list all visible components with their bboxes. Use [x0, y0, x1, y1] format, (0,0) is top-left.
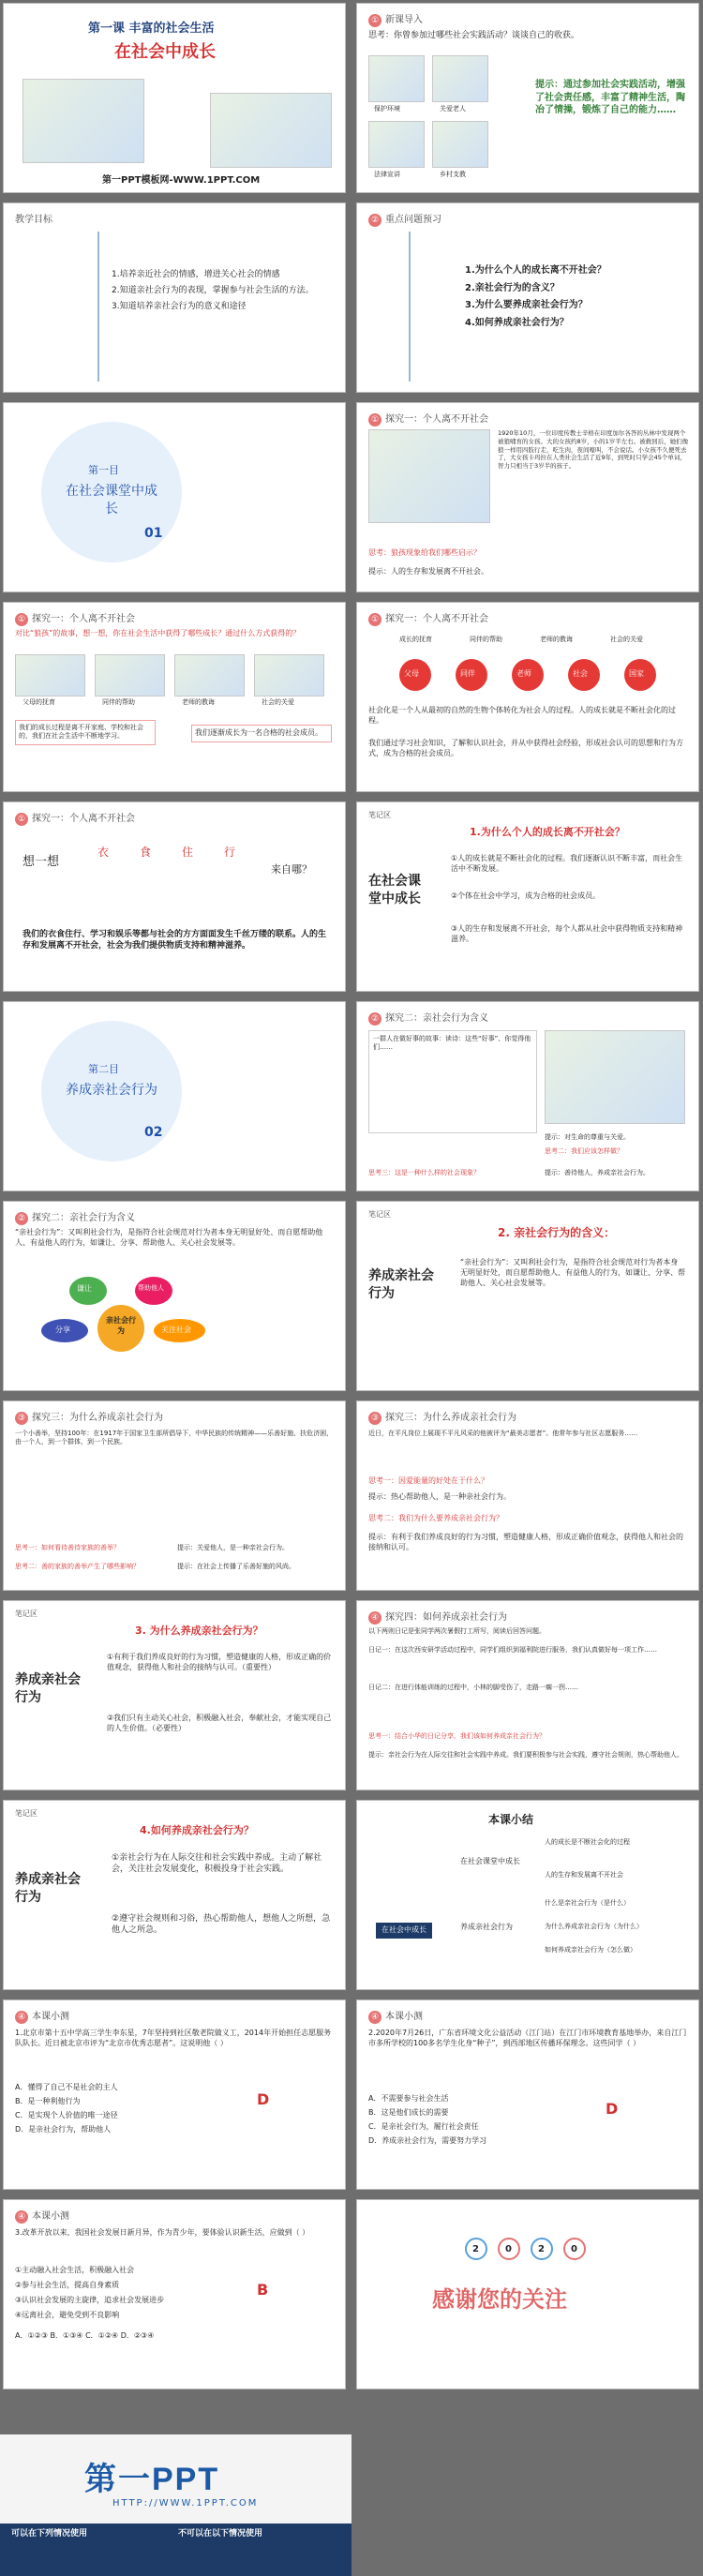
definition-text: “亲社会行为”：又叫利社会行为，是指符合社会规范对行为者本身无明显好处、而自愿帮助他人、有益他人的行为，如谦让、分享、帮助他人、关心社会发展等。: [15, 1228, 323, 1247]
quiz-option[interactable]: ④远离社会，避免受到不良影响: [15, 2311, 120, 2319]
note-answer: ②遵守社会规则和习俗，热心帮助他人，想他人之所想，急他人之所急。: [112, 1914, 331, 1936]
side-title: 养成亲社会行为: [15, 1672, 81, 1705]
question-text: 思考二：我们应该怎样做？: [545, 1147, 623, 1155]
socialization-text: 社会化是一个人从最初的自然的生物个体转化为社会人的过程。人的成长就是不断社会化的过程。: [368, 706, 676, 725]
list-item: 3.为什么要养成亲社会行为？: [465, 300, 588, 310]
slide-header: ① 探究一：个人离不开社会: [15, 810, 135, 826]
quiz-option[interactable]: ②参与社会生活，提高自身素质: [15, 2281, 120, 2289]
note-answer: ③人的生存和发展离不开社会，每个人都从社会中获得物质支持和精神滋养。: [451, 924, 683, 943]
quiz-option[interactable]: C．是实现个人价值的唯一途径: [15, 2111, 118, 2119]
photo-label: 老师的教诲: [182, 698, 215, 706]
quiz-option[interactable]: ①主动融入社会生活，积极融入社会: [15, 2266, 135, 2274]
tip-text: 提示：关爱他人，是一种亲社会行为。: [177, 1544, 289, 1551]
note-answer: ②我们只有主动关心社会，积极融入社会，奉献社会，才能实现自己的人生价值。（必要性）: [107, 1714, 332, 1732]
digit: 0: [571, 2244, 577, 2254]
slide-header: 笔记区: [15, 1610, 37, 1618]
bullet-icon: ①: [15, 613, 28, 626]
quiz-option[interactable]: D．是亲社会行为，帮助他人: [15, 2125, 112, 2134]
bullet-icon: ①: [368, 413, 381, 427]
where-label: 来自哪？: [271, 863, 312, 876]
bullet-icon: ③: [368, 1412, 381, 1425]
petal-label: 关注社会: [161, 1325, 191, 1334]
bullet-icon: ④: [15, 2011, 28, 2024]
slide-header: ④ 本课小测: [15, 2208, 69, 2224]
divider: [409, 232, 411, 382]
note-question: 1.为什么个人的成长离不开社会？: [470, 826, 625, 838]
need-label: 住: [182, 846, 194, 859]
chain-top: 社会的关爱: [610, 636, 643, 643]
slide-header: 笔记区: [368, 811, 391, 819]
quiz-option[interactable]: ③认识社会发展的主旋律，追求社会发展进步: [15, 2296, 165, 2304]
quiz-answer: D: [606, 2100, 619, 2118]
side-title: 养成亲社会行为: [15, 1872, 81, 1905]
slide-notes-4[interactable]: [3, 1800, 346, 1990]
quiz-option[interactable]: A．不需要参与社会生活: [368, 2094, 449, 2103]
poem-box: 一群人在做好事的故事：读诗：这些“好事”、你觉得他们……: [368, 1030, 537, 1133]
summary-branch: 在社会课堂中成长: [460, 1857, 520, 1865]
slide-explore-4[interactable]: [356, 1600, 699, 1790]
slide-explore-1[interactable]: [356, 402, 699, 592]
illustration-image: [22, 79, 144, 163]
list-item: 2.亲社会行为的含义？: [465, 282, 560, 293]
question-text: 思考二：我们为什么要养成亲社会行为？: [368, 1514, 503, 1522]
needs-text: 我们的衣食住行、学习和娱乐等都与社会的方方面面发生千丝万缕的联系。人的生存和发展离不开社会，社会为我们提供物质支持和精神滋养。: [22, 930, 327, 951]
quiz-answer: D: [257, 2090, 270, 2108]
think-label: 想一想: [22, 855, 60, 869]
story-text: 近日，在平凡岗位上展现不平凡风采的他被评为“最美志愿者”。他常年参与社区志愿服务……: [368, 1430, 638, 1437]
tip-text: 提示：亲社会行为在人际交往和社会实践中养成。我们要积极参与社会实践，遵守社会规则，热心帮助他人。: [368, 1751, 683, 1759]
quiz-question: 2.2020年7月26日，广东省环境文化公益活动（江门站）在江门市环境教育基地举办，来自江门市多所学校的100多名学生化身“种子”，到西部地区传播环保理念。这些同学（ ）: [368, 2029, 687, 2047]
thanks-title: 感谢您的关注: [432, 2286, 567, 2313]
slide-quiz-3[interactable]: [3, 2199, 346, 2389]
summary-title: 本课小结: [488, 1813, 534, 1826]
need-label: 衣: [97, 846, 110, 859]
slide-prosocial-def[interactable]: [3, 1201, 346, 1391]
list-item: 4.如何养成亲社会行为？: [465, 317, 569, 328]
bullet-icon: ①: [368, 613, 381, 626]
tip-text: 提示：善待他人，养成亲社会行为。: [545, 1169, 650, 1176]
tip-text: 提示：在社会上传播了乐善好施的风尚。: [177, 1563, 295, 1570]
slide-header: ① 探究一：个人离不开社会: [368, 610, 488, 626]
slide-header: ① 新课导入: [368, 11, 423, 27]
photo-label: 社会的关爱: [262, 698, 294, 706]
photo-label: 法律宣讲: [374, 171, 400, 178]
question-text: 思考一：因爱能量的好处在于什么？: [368, 1476, 488, 1485]
slide-socialization[interactable]: [356, 602, 699, 792]
slide-intro[interactable]: [356, 3, 699, 193]
slide-header: ④ 探究四：如何养成亲社会行为: [368, 1609, 507, 1625]
slide-title[interactable]: [3, 3, 346, 193]
slide-header: ④ 本课小测: [368, 2008, 423, 2024]
summary-leaf: 什么是亲社会行为（是什么）: [545, 1899, 630, 1907]
chain-label: 国家: [629, 669, 644, 678]
list-item: 3.知道培养亲社会行为的意义和途径: [112, 302, 247, 312]
summary-box: 我们的成长过程是离不开家庭、学校和社会的，我们在社会生活中不断地学习。: [15, 720, 156, 745]
photo: [432, 121, 488, 168]
photo: [368, 121, 425, 168]
slide-notes-3[interactable]: [3, 1600, 346, 1790]
quiz-option[interactable]: D．养成亲社会行为，需要努力学习: [368, 2136, 487, 2145]
question-text: 思考：你曾参加过哪些社会实践活动？谈谈自己的收获。: [368, 31, 580, 40]
note-answer: “亲社会行为”：又叫利社会行为，是指符合社会规范对行为者本身无明显好处，而自愿帮助他人、有益他人的行为，如谦让、分享、帮助他人、关心社会发展等。: [460, 1258, 685, 1287]
summary-box: 我们逐渐成长为一名合格的社会成员。: [191, 725, 332, 742]
slide-header: ② 探究二：亲社会行为含义: [368, 1010, 488, 1026]
quiz-answer: B: [257, 2281, 269, 2299]
photo: [432, 55, 488, 102]
site-url[interactable]: HTTP://WWW.1PPT.COM: [112, 2498, 259, 2509]
petal-label: 帮助他人: [138, 1284, 164, 1292]
section-part: 第一目: [88, 464, 119, 476]
digit: 2: [472, 2244, 479, 2254]
chain-label: 社会: [573, 669, 588, 678]
divider: [97, 232, 99, 382]
slide-preview[interactable]: [356, 202, 699, 393]
section-title: 养成亲社会行为: [66, 1083, 157, 1098]
tip-text: 提示：人的生存和发展离不开社会。: [368, 567, 488, 576]
need-label: 行: [224, 846, 236, 859]
question-text: 思考一：如何看待善待家族的善举？: [15, 1544, 120, 1551]
digit: 2: [538, 2244, 545, 2254]
summary-leaf: 人的生存和发展离不开社会: [545, 1871, 623, 1879]
photo-label: 同伴的帮助: [102, 698, 135, 706]
bullet-icon: ④: [368, 1611, 381, 1625]
summary-root: 在社会中成长: [376, 1923, 432, 1939]
chain-top: 同伴的帮助: [470, 636, 502, 643]
quiz-question: 1.北京市第十五中学高三学生李东星，7年坚持到社区敬老院做义工，2014年开始担任志愿服务队队长。近日被北京市评为“北京市优秀志愿者”。这说明他（ ）: [15, 2029, 332, 2047]
question-text: 思考三：这是一种什么样的社会现象？: [368, 1169, 480, 1176]
bullet-icon: ①: [15, 813, 28, 826]
illustration-image: [210, 93, 332, 168]
photo-label: 关爱老人: [440, 105, 466, 112]
note-question: 4.如何养成亲社会行为？: [140, 1824, 254, 1836]
question-text: 思考二：善的家族的善举产生了哪些影响？: [15, 1563, 140, 1570]
question-text: 思考一：结合小华的日记分享，我们该如何养成亲社会行为？: [368, 1732, 546, 1740]
summary-leaf: 人的成长是不断社会化的过程: [545, 1838, 630, 1846]
quiz-question: 3.改革开放以来，我国社会发展日新月异，作为青少年，要体验认识新生活，应做到（ ）: [15, 2228, 310, 2237]
list-item: 1.培养亲近社会的情感，增进关心社会的情感: [112, 270, 280, 279]
quiz-option[interactable]: B．这是他们成长的需要: [368, 2108, 449, 2117]
tip-text: 提示：通过参加社会实践活动，增强了社会责任感，丰富了精神生活，陶冶了情操，锻炼了自己的能力……: [535, 80, 685, 115]
slide-header: ① 探究一：个人离不开社会: [368, 411, 488, 427]
slide-header: 笔记区: [368, 1210, 391, 1219]
note-answer: ②个体在社会中学习，成为合格的社会成员。: [451, 891, 601, 900]
photo-label: 乡村支教: [440, 171, 466, 178]
side-title: 在社会课堂中成长: [368, 874, 421, 906]
slide-header: ① 探究一：个人离不开社会: [15, 610, 135, 626]
usage-forbidden-title: 不可以在以下情况使用: [178, 2529, 263, 2539]
diary-text: 日记一：在这次西安研学活动过程中，同学们组织到福利院进行服务，我们认真做好每一项工作……: [368, 1646, 657, 1654]
slide-explore-3[interactable]: [3, 1400, 346, 1591]
lesson-title: 第一课 丰富的社会生活: [88, 22, 215, 36]
tip-text: 提示：有利于我们养成良好的行为习惯，塑造健康人格，形成正确价值观念，获得他人和社会的接纳和认可。: [368, 1533, 683, 1551]
note-answer: ①有利于我们养成良好的行为习惯，塑造健康的人格，形成正确的价值观念，获得他人和社会的接纳与认可。（重要性）: [107, 1653, 332, 1671]
quiz-choices: A．①②③ B．①③④ C．①②④ D．②③④: [15, 2331, 155, 2340]
photo: [95, 654, 165, 696]
question-list: [465, 264, 690, 334]
slide-explore-3b[interactable]: [356, 1400, 699, 1591]
slide-thanks[interactable]: [356, 2199, 699, 2389]
flower-center-label: 亲社会行为: [106, 1316, 136, 1335]
photo: [254, 654, 324, 696]
bullet-icon: ①: [368, 14, 381, 27]
bullet-icon: ②: [15, 1212, 28, 1225]
slide-header: 教学目标: [15, 215, 52, 225]
petal-label: 谦让: [77, 1284, 92, 1293]
list-item: 2.知道亲社会行为的表现，掌握参与社会生活的方法。: [112, 286, 314, 296]
quiz-option[interactable]: C．是亲社会行为，履行社会责任: [368, 2122, 479, 2131]
slide-header: ② 探究二：亲社会行为含义: [15, 1209, 135, 1225]
need-label: 食: [140, 846, 152, 859]
bullet-icon: ②: [368, 1012, 381, 1026]
slide-header: ③ 探究三：为什么养成亲社会行为: [15, 1409, 163, 1425]
objective-list: [112, 269, 337, 317]
summary-leaf: 如何养成亲社会行为（怎么做）: [545, 1946, 636, 1954]
photo: [15, 654, 85, 696]
usage-allowed-title: 可以在下列情况使用: [11, 2529, 88, 2539]
slide-needs[interactable]: [3, 801, 346, 992]
section-part: 第二目: [88, 1063, 119, 1075]
summary-branch: 养成亲社会行为: [460, 1923, 513, 1931]
photo-label: 父母的抚育: [22, 698, 55, 706]
bullet-icon: ②: [368, 214, 381, 227]
illustration-image: [545, 1030, 685, 1124]
slide-section-2[interactable]: [3, 1001, 346, 1191]
chain-top: 老师的教诲: [540, 636, 573, 643]
list-item: 1.为什么个人的成长离不开社会？: [465, 265, 606, 276]
note-answer: ①人的成长就是不断社会化的过程。我们逐渐认识不断丰富，而社会生活中不断发展。: [451, 854, 683, 873]
bullet-icon: ③: [15, 1412, 28, 1425]
slide-header: ③ 探究三：为什么养成亲社会行为: [368, 1409, 516, 1425]
petal-label: 分享: [55, 1325, 70, 1334]
slide-notes-2[interactable]: [356, 1201, 699, 1391]
quiz-option[interactable]: A．懂得了自己不是社会的主人: [15, 2083, 118, 2091]
chain-label: 父母: [404, 669, 419, 678]
side-title: 养成亲社会行为: [368, 1268, 434, 1301]
slide-header: ④ 本课小测: [15, 2008, 69, 2024]
photo-label: 保护环境: [374, 105, 400, 112]
chain-label: 同伴: [460, 669, 475, 678]
story-text: 一个小善举，坚持100年：在1917年于国家卫生部所倡导下，中华民族的传统精神——乐善好施、扶危济困，由一个人，到一个群体，到一个民族。: [15, 1430, 334, 1446]
digit: 0: [505, 2244, 512, 2254]
empty-area: [352, 2434, 703, 2576]
slide-explore-1b[interactable]: [3, 602, 346, 792]
photo: [368, 55, 425, 102]
footer-text: 第一PPT模板网-WWW.1PPT.COM: [102, 175, 261, 186]
story-text: 1920年10月，一位印度传教士辛格在印度加尔各答的丛林中发现两个被狼哺育的女孩。大的女孩约8岁，小的1岁半左右。被救回后，她们像狼一样用四肢行走，吃生肉，夜间嚎叫，不会说话。小女孩不久便死去了，大女孩卡玛拉在人类社会生活了近9年，到死时只学会45个单词，智力只相当于3岁半的孩子。: [498, 429, 689, 471]
site-logo: 第一PPT: [84, 2462, 220, 2497]
intro-text: 对比“狼孩”的故事，想一想，你在社会生活中获得了哪些成长？通过什么方式获得的？: [15, 629, 301, 637]
slide-explore-2[interactable]: [356, 1001, 699, 1191]
slide-section-1[interactable]: [3, 402, 346, 592]
summary-leaf: 为什么养成亲社会行为（为什么）: [545, 1923, 643, 1930]
slide-notes-1[interactable]: [356, 801, 699, 992]
section-number: 02: [144, 1125, 163, 1140]
photo: [174, 654, 245, 696]
question-text: 思考：狼孩现象给我们哪些启示？: [368, 548, 481, 557]
tip-text: 提示：对生命的尊重与关爱。: [545, 1133, 630, 1141]
bullet-icon: ④: [368, 2011, 381, 2024]
chain-top: 成长的抚育: [399, 636, 432, 643]
slide-quiz-2[interactable]: [356, 1999, 699, 2190]
quiz-option[interactable]: B．是一种利他行为: [15, 2097, 81, 2105]
socialization-text: 我们通过学习社会知识，了解和认识社会，并从中获得社会经验，形成社会认可的思想和行为方式，成为合格的社会成员。: [368, 739, 683, 757]
page-title: 在社会中成长: [114, 42, 216, 62]
wolf-child-image: [368, 429, 490, 523]
slide-quiz-1[interactable]: [3, 1999, 346, 2190]
bullet-icon: ④: [15, 2210, 28, 2224]
note-question: 2. 亲社会行为的含义：: [498, 1226, 616, 1239]
section-title: 在社会课堂中成长: [66, 484, 157, 517]
note-answer: ①亲社会行为在人际交往和社会实践中养成。主动了解社会，关注社会发展变化，积极投身于社会实践。: [112, 1853, 322, 1875]
note-question: 3. 为什么养成亲社会行为？: [135, 1625, 263, 1637]
slide-objectives[interactable]: [3, 202, 346, 393]
section-number: 01: [144, 526, 163, 541]
slide-header: 笔记区: [15, 1809, 37, 1818]
slide-header: ② 重点问题预习: [368, 211, 441, 227]
slide-summary[interactable]: [356, 1800, 699, 1990]
diary-text: 日记二：在进行体能训练的过程中，小林的脚受伤了，走路一瘸一拐……: [368, 1684, 578, 1691]
tip-text: 提示：热心帮助他人，是一种亲社会行为。: [368, 1492, 511, 1501]
intro-text: 以下两则日记是张同学两次暑假打工所写，阅读后回答问题。: [368, 1627, 546, 1635]
chain-label: 老师: [516, 669, 531, 678]
